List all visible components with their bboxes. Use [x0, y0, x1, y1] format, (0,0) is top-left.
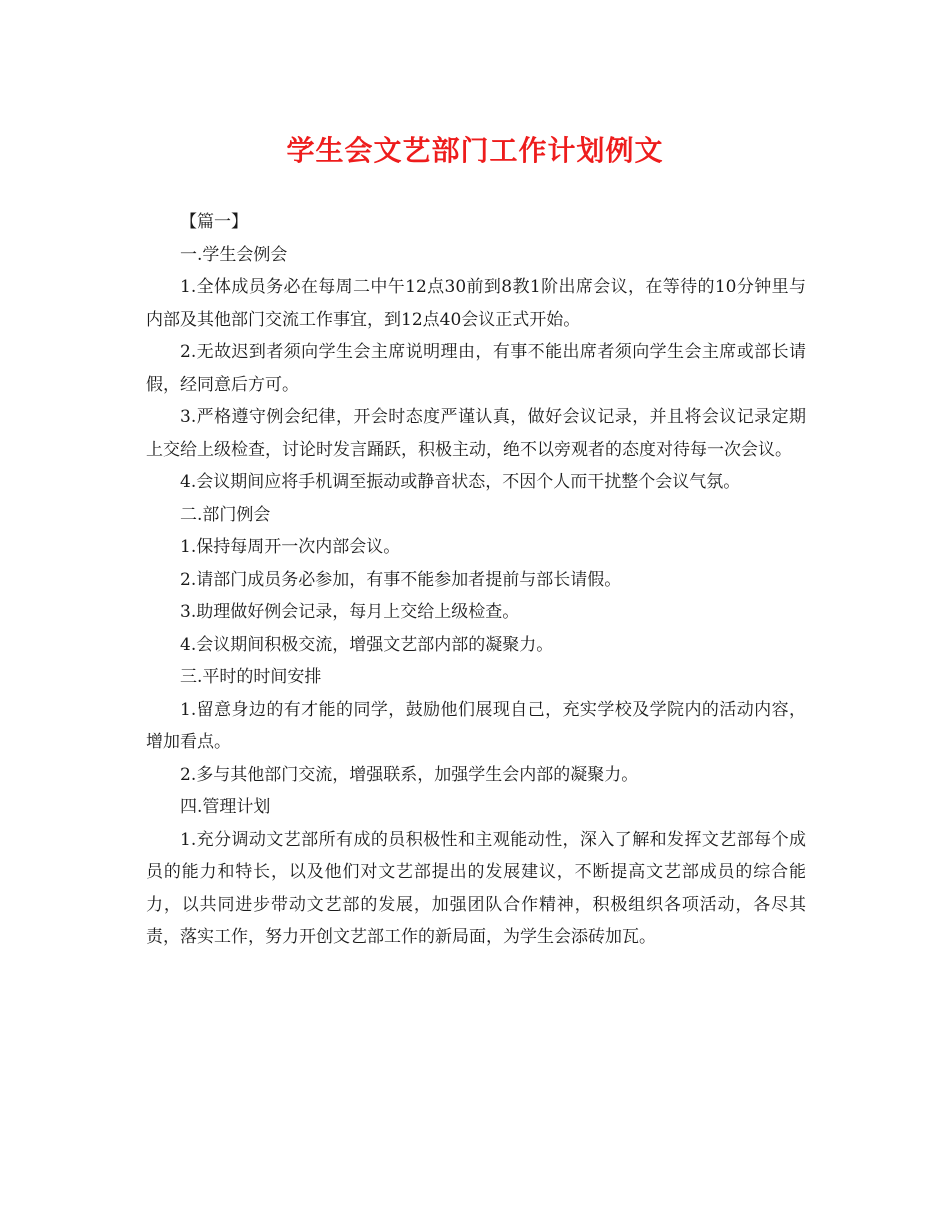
- paragraph: 3.助理做好例会记录，每月上交给上级检查。: [180, 602, 520, 622]
- paragraph: 1.全体成员务必在每周二中午12点30前到8教1阶出席会议，在等待的10分钟里与内部及其他部门交流工作事宜，到12点40会议正式开始。: [146, 277, 806, 330]
- document-body: [146, 206, 806, 954]
- paragraph: 4.会议期间应将手机调至振动或静音状态，不因个人而干扰整个会议气氛。: [180, 472, 741, 492]
- paragraph: 2.无故迟到者须向学生会主席说明理由，有事不能出席者须向学生会主席或部长请假，经同意后方可。: [146, 342, 806, 395]
- heading-daily-schedule: 三.平时的时间安排: [180, 667, 322, 687]
- section-marker-pian-yi: 【篇一】: [180, 212, 248, 232]
- paragraph: 2.多与其他部门交流，增强联系，加强学生会内部的凝聚力。: [180, 764, 639, 785]
- document-title: 学生会文艺部门工作计划例文: [286, 134, 664, 167]
- paragraph: 4.会议期间积极交流，增强文艺部内部的凝聚力。: [180, 634, 554, 655]
- paragraph: 1.保持每周开一次内部会议。: [180, 537, 401, 557]
- paragraph: 2.请部门成员务必参加，有事不能参加者提前与部长请假。: [180, 569, 622, 590]
- paragraph: 1.充分调动文艺部所有成的员积极性和主观能动性，深入了解和发挥文艺部每个成员的能力和特长，以及他们对文艺部提出的发展建议，不断提高文艺部成员的综合能力，以共同进步带动文艺部的发展，加强团队合作精神，积极组织各项活动，各尽其责，落实工作，努力开创文艺部工作的新局面，为学生会添砖加瓦。: [146, 829, 806, 947]
- heading-student-union-meeting: 一.学生会例会: [180, 244, 288, 265]
- heading-department-meeting: 二.部门例会: [180, 504, 271, 525]
- paragraph: 3.严格遵守例会纪律，开会时态度严谨认真，做好会议记录，并且将会议记录定期上交给上级检查，讨论时发言踊跃，积极主动，绝不以旁观者的态度对待每一次会议。: [146, 407, 806, 460]
- heading-management-plan: 四.管理计划: [180, 797, 271, 817]
- paragraph: 1.留意身边的有才能的同学，鼓励他们展现自己，充实学校及学院内的活动内容，增加看点。: [146, 699, 806, 752]
